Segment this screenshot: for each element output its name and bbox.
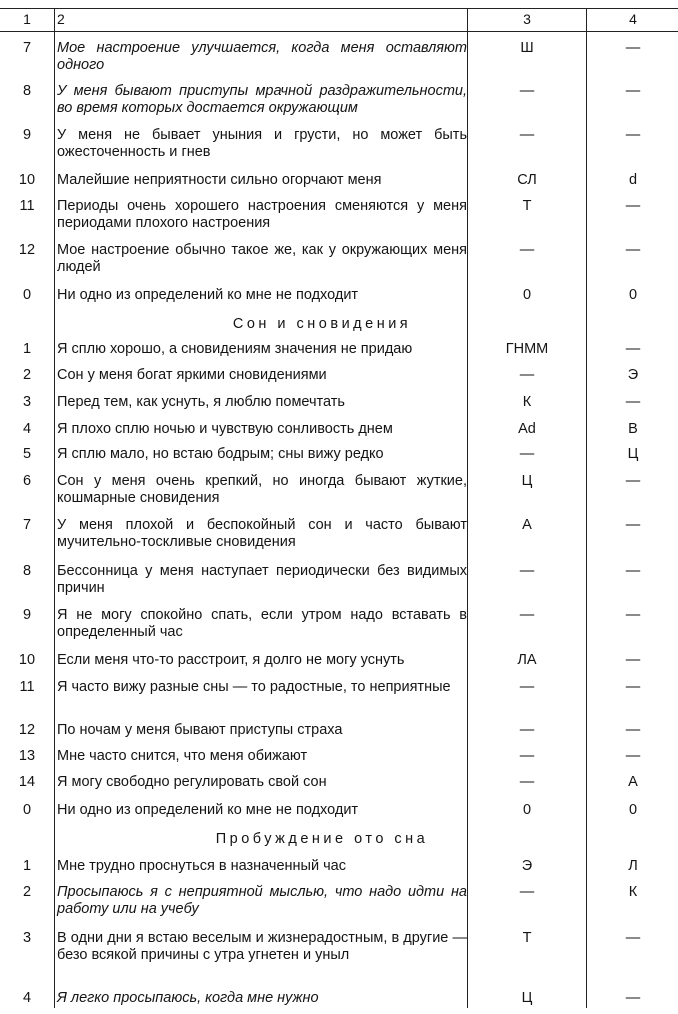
row-code-col-4: — xyxy=(625,242,641,258)
row-code-col-4: 0 xyxy=(628,287,638,303)
row-code-col-4: Ц xyxy=(627,446,639,462)
row-number: 0 xyxy=(22,802,32,818)
row-code-col-4: — xyxy=(625,990,641,1006)
section-heading: Пробуждение ото сна xyxy=(215,831,429,847)
header-col-2: 2 xyxy=(57,11,65,27)
row-statement: В одни дни я встаю веселым и жизнерадостным, в другие — безо всякой причины с утра угнетен и уныл xyxy=(57,930,467,963)
row-statement: Я сплю хорошо, а сновидениям значения не придаю xyxy=(57,341,413,357)
row-number: 3 xyxy=(22,930,32,946)
header-bottom-border xyxy=(0,31,678,32)
row-statement: Мне трудно проснуться в назначенный час xyxy=(57,858,346,874)
row-code-col-4: — xyxy=(625,341,641,357)
row-code-col-4: — xyxy=(625,679,641,695)
row-code-col-3: Т xyxy=(522,198,532,214)
section-heading: Сон и сновидения xyxy=(232,316,412,332)
row-statement: Я могу свободно регулировать свой сон xyxy=(57,774,327,790)
row-number: 10 xyxy=(18,652,36,668)
row-code-col-4: Л xyxy=(628,858,638,874)
row-code-col-4: А xyxy=(628,774,638,790)
row-number: 13 xyxy=(18,748,36,764)
row-number: 4 xyxy=(22,990,32,1006)
row-statement: Мое настроение обычно такое же, как у окружающих меня людей xyxy=(57,242,467,275)
row-code-col-3: — xyxy=(519,367,535,383)
header-col-1: 1 xyxy=(23,11,31,27)
row-code-col-4: — xyxy=(625,198,641,214)
row-number: 9 xyxy=(22,607,32,623)
row-statement: Мое настроение улучшается, когда меня оставляют одного xyxy=(57,40,467,73)
row-number: 5 xyxy=(22,446,32,462)
row-statement: Я легко просыпаюсь, когда мне нужно xyxy=(57,990,319,1006)
row-statement: Просыпаюсь я с неприятной мыслью, что надо идти на работу или на учебу xyxy=(57,884,467,917)
row-code-col-4: 0 xyxy=(628,802,638,818)
row-code-col-3: — xyxy=(519,127,535,143)
row-code-col-3: — xyxy=(519,722,535,738)
row-number: 4 xyxy=(22,421,32,437)
row-code-col-4: — xyxy=(625,607,641,623)
row-number: 12 xyxy=(18,722,36,738)
row-code-col-4: — xyxy=(625,473,641,489)
row-number: 7 xyxy=(22,517,32,533)
row-code-col-3: А xyxy=(522,517,532,533)
row-code-col-4: — xyxy=(625,930,641,946)
row-code-col-4: — xyxy=(625,394,641,410)
column-divider-1 xyxy=(54,8,55,1008)
row-code-col-4: — xyxy=(625,127,641,143)
row-code-col-4: В xyxy=(628,421,638,437)
row-number: 12 xyxy=(18,242,36,258)
row-statement: Я часто вижу разные сны — то радостные, то неприятные xyxy=(57,679,451,695)
row-code-col-3: Ш xyxy=(520,40,534,56)
row-number: 14 xyxy=(18,774,36,790)
row-code-col-4: — xyxy=(625,517,641,533)
top-border xyxy=(0,8,678,9)
row-code-col-3: ГНММ xyxy=(505,341,549,357)
row-code-col-3: Ц xyxy=(521,473,533,489)
row-number: 7 xyxy=(22,40,32,56)
row-code-col-3: Э xyxy=(521,858,533,874)
row-code-col-3: Аd xyxy=(518,421,536,437)
row-code-col-3: — xyxy=(519,748,535,764)
row-statement: У меня бывают приступы мрачной раздражительности, во время которых достается окружающим xyxy=(57,83,467,116)
row-number: 2 xyxy=(22,884,32,900)
row-number: 0 xyxy=(22,287,32,303)
row-code-col-4: — xyxy=(625,722,641,738)
column-divider-3 xyxy=(586,8,587,1008)
table-header xyxy=(0,9,678,31)
row-code-col-3: — xyxy=(519,83,535,99)
row-code-col-3: — xyxy=(519,774,535,790)
row-code-col-3: — xyxy=(519,607,535,623)
row-statement: Сон у меня очень крепкий, но иногда бывают жуткие, кошмарные сновидения xyxy=(57,473,467,506)
row-statement: Бессонница у меня наступает периодически без видимых причин xyxy=(57,563,467,596)
row-code-col-3: — xyxy=(519,679,535,695)
row-code-col-3: Ц xyxy=(521,990,533,1006)
row-number: 1 xyxy=(22,341,32,357)
row-number: 8 xyxy=(22,83,32,99)
row-code-col-4: d xyxy=(628,172,638,188)
row-statement: Ни одно из определений ко мне не подходит xyxy=(57,802,359,818)
row-code-col-4: — xyxy=(625,748,641,764)
row-number: 9 xyxy=(22,127,32,143)
row-code-col-4: — xyxy=(625,83,641,99)
row-code-col-3: — xyxy=(519,884,535,900)
row-number: 1 xyxy=(22,858,32,874)
row-code-col-3: — xyxy=(519,242,535,258)
row-statement: У меня не бывает уныния и грусти, но может быть ожесточенность и гнев xyxy=(57,127,467,160)
row-code-col-3: 0 xyxy=(522,802,532,818)
row-statement: Если меня что-то расстроит, я долго не могу уснуть xyxy=(57,652,405,668)
row-code-col-4: К xyxy=(628,884,638,900)
row-statement: Я плохо сплю ночью и чувствую сонливость днем xyxy=(57,421,393,437)
row-code-col-3: — xyxy=(519,563,535,579)
row-code-col-3: — xyxy=(519,446,535,462)
row-statement: Сон у меня богат яркими сновидениями xyxy=(57,367,327,383)
row-code-col-4: — xyxy=(625,40,641,56)
row-code-col-3: 0 xyxy=(522,287,532,303)
row-code-col-3: К xyxy=(522,394,532,410)
row-statement: Я сплю мало, но встаю бодрым; сны вижу редко xyxy=(57,446,384,462)
row-statement: Ни одно из определений ко мне не подходит xyxy=(57,287,359,303)
row-statement: Я не могу спокойно спать, если утром надо вставать в определенный час xyxy=(57,607,467,640)
row-number: 8 xyxy=(22,563,32,579)
row-code-col-3: СЛ xyxy=(517,172,537,188)
row-number: 10 xyxy=(18,172,36,188)
row-code-col-4: — xyxy=(625,563,641,579)
header-col-4: 4 xyxy=(629,11,637,27)
row-statement: Мне часто снится, что меня обижают xyxy=(57,748,308,764)
row-statement: Малейшие неприятности сильно огорчают меня xyxy=(57,172,382,188)
row-code-col-4: — xyxy=(625,652,641,668)
row-number: 2 xyxy=(22,367,32,383)
row-code-col-3: Т xyxy=(522,930,532,946)
row-statement: Периоды очень хорошего настроения сменяются у меня периодами плохого настроения xyxy=(57,198,467,231)
row-number: 11 xyxy=(19,679,35,695)
row-statement: У меня плохой и беспокойный сон и часто бывают мучительно-тоскливые сновидения xyxy=(57,517,467,550)
row-number: 3 xyxy=(22,394,32,410)
row-code-col-3: ЛА xyxy=(517,652,537,668)
row-statement: Перед тем, как уснуть, я люблю помечтать xyxy=(57,394,345,410)
row-code-col-4: Э xyxy=(627,367,639,383)
row-number: 11 xyxy=(19,198,35,214)
row-number: 6 xyxy=(22,473,32,489)
row-statement: По ночам у меня бывают приступы страха xyxy=(57,722,343,738)
header-col-3: 3 xyxy=(523,11,531,27)
